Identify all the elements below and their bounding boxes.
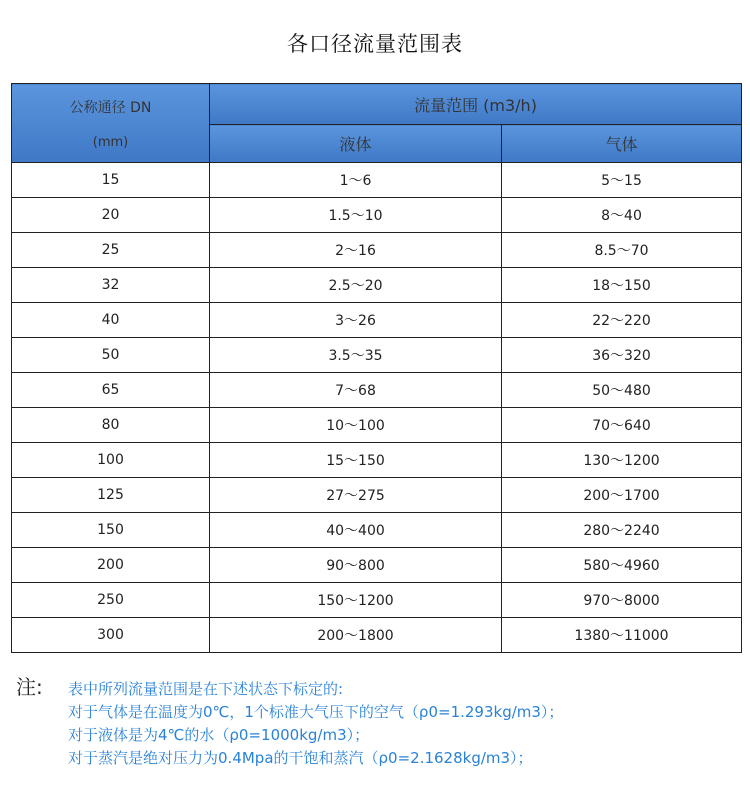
table-row <box>12 443 742 478</box>
cell-gas: 5～15 <box>502 163 742 198</box>
cell-dn: 15 <box>12 163 210 198</box>
cell-dn: 50 <box>12 338 210 373</box>
table-row <box>12 303 742 338</box>
cell-gas: 70～640 <box>502 408 742 443</box>
cell-gas: 580～4960 <box>502 548 742 583</box>
header-dn-label: 公称通径 DN <box>69 99 152 116</box>
cell-gas: 1380～11000 <box>502 618 742 653</box>
page-title: 各口径流量范围表 <box>287 32 463 56</box>
cell-gas: 8.5～70 <box>502 233 742 268</box>
cell-dn: 20 <box>12 198 210 233</box>
table-row <box>12 338 742 373</box>
cell-dn: 40 <box>12 303 210 338</box>
flow-range-table <box>11 83 742 653</box>
cell-liquid: 10～100 <box>210 408 502 443</box>
cell-liquid: 15～150 <box>210 443 502 478</box>
table-row <box>12 478 742 513</box>
cell-dn: 32 <box>12 268 210 303</box>
table-row <box>12 373 742 408</box>
cell-liquid: 40～400 <box>210 513 502 548</box>
header-liquid: 液体 <box>210 125 502 163</box>
table-row <box>12 583 742 618</box>
cell-dn: 300 <box>12 618 210 653</box>
table-row <box>12 408 742 443</box>
cell-liquid: 1～6 <box>210 163 502 198</box>
table-row <box>12 268 742 303</box>
note-label: 注: <box>16 675 43 699</box>
cell-dn: 80 <box>12 408 210 443</box>
table-row <box>12 198 742 233</box>
cell-dn: 100 <box>12 443 210 478</box>
table-row <box>12 548 742 583</box>
header-dn-unit: (mm) <box>92 134 129 150</box>
header-flow-range: 流量范围 (m3/h) <box>210 84 742 125</box>
table-row <box>12 163 742 198</box>
note-line: 表中所列流量范围是在下述状态下标定的: <box>68 680 344 698</box>
table-row <box>12 513 742 548</box>
cell-liquid: 200～1800 <box>210 618 502 653</box>
table-row <box>12 233 742 268</box>
cell-dn: 125 <box>12 478 210 513</box>
cell-gas: 22～220 <box>502 303 742 338</box>
cell-liquid: 7～68 <box>210 373 502 408</box>
cell-gas: 200～1700 <box>502 478 742 513</box>
cell-liquid: 1.5～10 <box>210 198 502 233</box>
cell-liquid: 90～800 <box>210 548 502 583</box>
cell-dn: 25 <box>12 233 210 268</box>
cell-liquid: 2～16 <box>210 233 502 268</box>
header-gas: 气体 <box>502 125 742 163</box>
cell-gas: 36～320 <box>502 338 742 373</box>
cell-dn: 250 <box>12 583 210 618</box>
cell-liquid: 150～1200 <box>210 583 502 618</box>
note-line: 对于蒸汽是绝对压力为0.4Mpa的干饱和蒸汽（ρ0=2.1628kg/m3）； <box>68 749 533 767</box>
cell-gas: 130～1200 <box>502 443 742 478</box>
note-line: 对于液体是为4℃的水（ρ0=1000kg/m3）； <box>68 726 370 744</box>
cell-liquid: 3～26 <box>210 303 502 338</box>
cell-gas: 18～150 <box>502 268 742 303</box>
cell-liquid: 2.5～20 <box>210 268 502 303</box>
cell-gas: 8～40 <box>502 198 742 233</box>
table-row <box>12 618 742 653</box>
cell-gas: 50～480 <box>502 373 742 408</box>
cell-liquid: 27～275 <box>210 478 502 513</box>
cell-gas: 280～2240 <box>502 513 742 548</box>
cell-dn: 150 <box>12 513 210 548</box>
header-dn <box>12 84 210 163</box>
note-line: 对于气体是在温度为0℃，1个标准大气压下的空气（ρ0=1.293kg/m3）； <box>68 703 564 721</box>
cell-liquid: 3.5～35 <box>210 338 502 373</box>
cell-dn: 200 <box>12 548 210 583</box>
cell-gas: 970～8000 <box>502 583 742 618</box>
cell-dn: 65 <box>12 373 210 408</box>
